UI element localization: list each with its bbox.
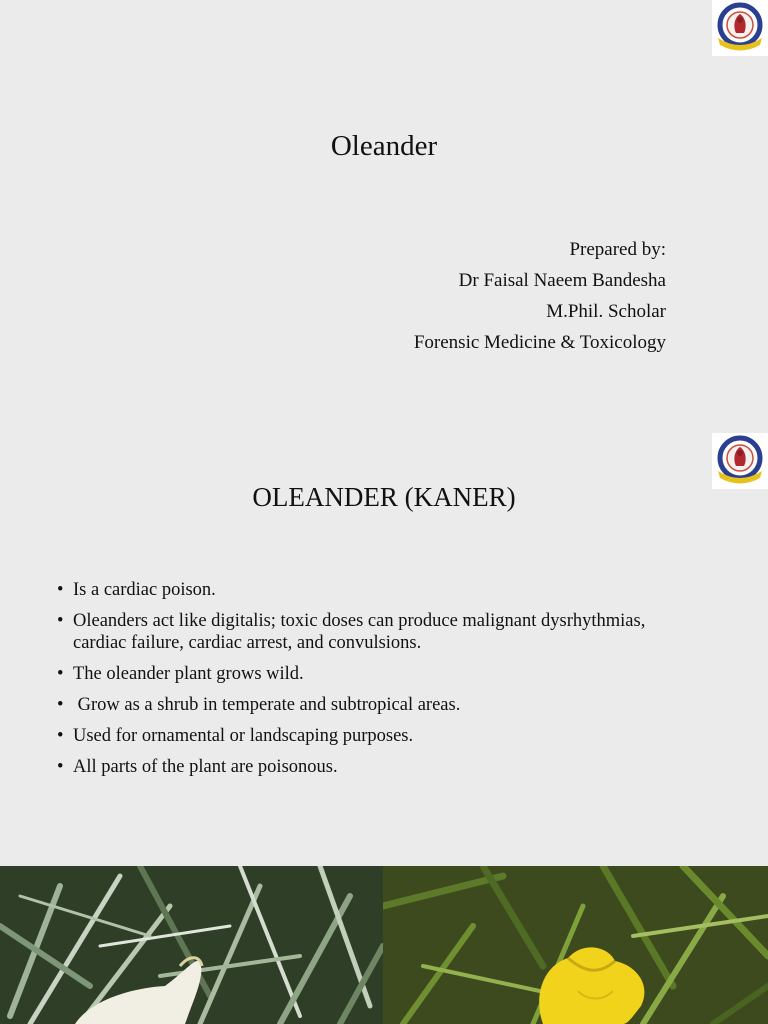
slide-title: Oleander — [330, 130, 438, 162]
oleander-photos — [0, 866, 768, 1024]
list-item: • Is a cardiac poison. — [57, 579, 697, 601]
list-item: • Grow as a shrub in temperate and subtropical areas. — [57, 694, 697, 716]
list-item: • The oleander plant grows wild. — [57, 663, 697, 685]
author-name: Dr Faisal Naeem Bandesha — [458, 270, 666, 291]
yellow-oleander-photo — [383, 866, 768, 1024]
slide-title: OLEANDER (KANER) — [252, 482, 516, 512]
list-item: • Oleanders act like digitalis; toxic doses can produce malignant dysrhythmias, cardiac failure, cardiac arrest, and convulsions. — [57, 610, 697, 654]
white-oleander-photo — [0, 866, 383, 1024]
author-degree: M.Phil. Scholar — [546, 301, 666, 322]
college-crest-icon — [712, 433, 768, 489]
college-crest-icon — [712, 0, 768, 56]
slide-1 — [0, 0, 768, 432]
bullet-list — [57, 579, 697, 787]
author-department: Forensic Medicine & Toxicology — [413, 332, 666, 353]
author-byline — [414, 234, 666, 358]
slide-2 — [0, 432, 768, 866]
list-item: • Used for ornamental or landscaping purposes. — [57, 725, 697, 747]
prepared-by-label: Prepared by: — [569, 239, 666, 260]
list-item: • All parts of the plant are poisonous. — [57, 756, 697, 778]
